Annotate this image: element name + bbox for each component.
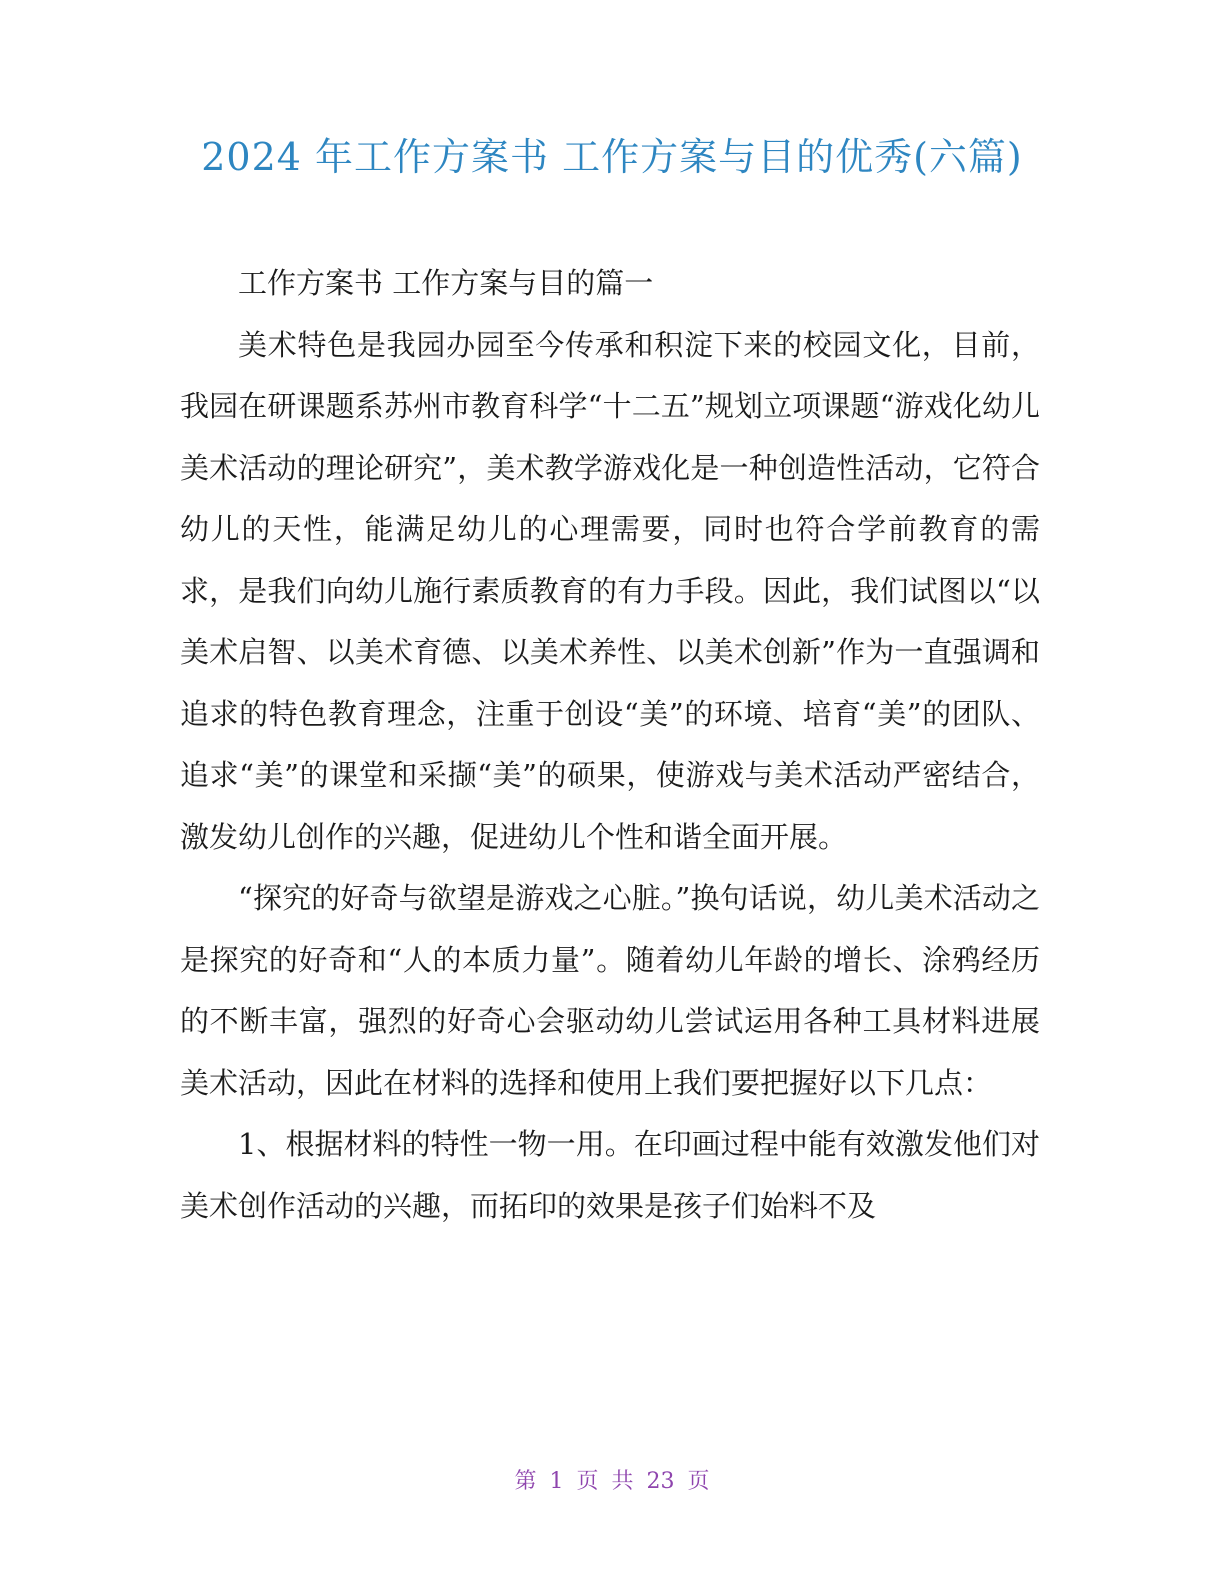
section-heading: 工作方案书 工作方案与目的篇一 xyxy=(238,266,654,300)
document-body xyxy=(180,253,1040,1237)
document-title: 2024 年工作方案书 工作方案与目的优秀(六篇) xyxy=(201,135,1023,179)
page-indicator: 第 1 页 共 23 页 xyxy=(514,1469,710,1494)
paragraph: 美术特色是我园办园至今传承和积淀下来的校园文化，目前，我园在研课题系苏州市教育科学“十二五”规划立项课题“游戏化幼儿美术活动的理论研究”，美术教学游戏化是一种创造性活动，它符合幼儿的天性，能满足幼儿的心理需要，同时也符合学前教育的需求，是我们向幼儿施行素质教育的有力手段。因此，我们试图以“以美术启智、以美术育德、以美术养性、以美术创新”作为一直强调和追求的特色教育理念，注重于创设“美”的环境、培育“美”的团队、追求“美”的课堂和采撷“美”的硕果，使游戏与美术活动严密结合，激发幼儿创作的兴趣，促进幼儿个性和谐全面开展。 xyxy=(180,327,1040,854)
paragraph: “探究的好奇与欲望是游戏之心脏。”换句话说，幼儿美术活动之是探究的好奇和“人的本质力量”。随着幼儿年龄的增长、涂鸦经历的不断丰富，强烈的好奇心会驱动幼儿尝试运用各种工具材料进展美术活动，因此在材料的选择和使用上我们要把握好以下几点： xyxy=(180,881,1040,1100)
paragraph: 1、根据材料的特性一物一用。在印画过程中能有效激发他们对美术创作活动的兴趣，而拓印的效果是孩子们始料不及 xyxy=(180,1127,1040,1223)
